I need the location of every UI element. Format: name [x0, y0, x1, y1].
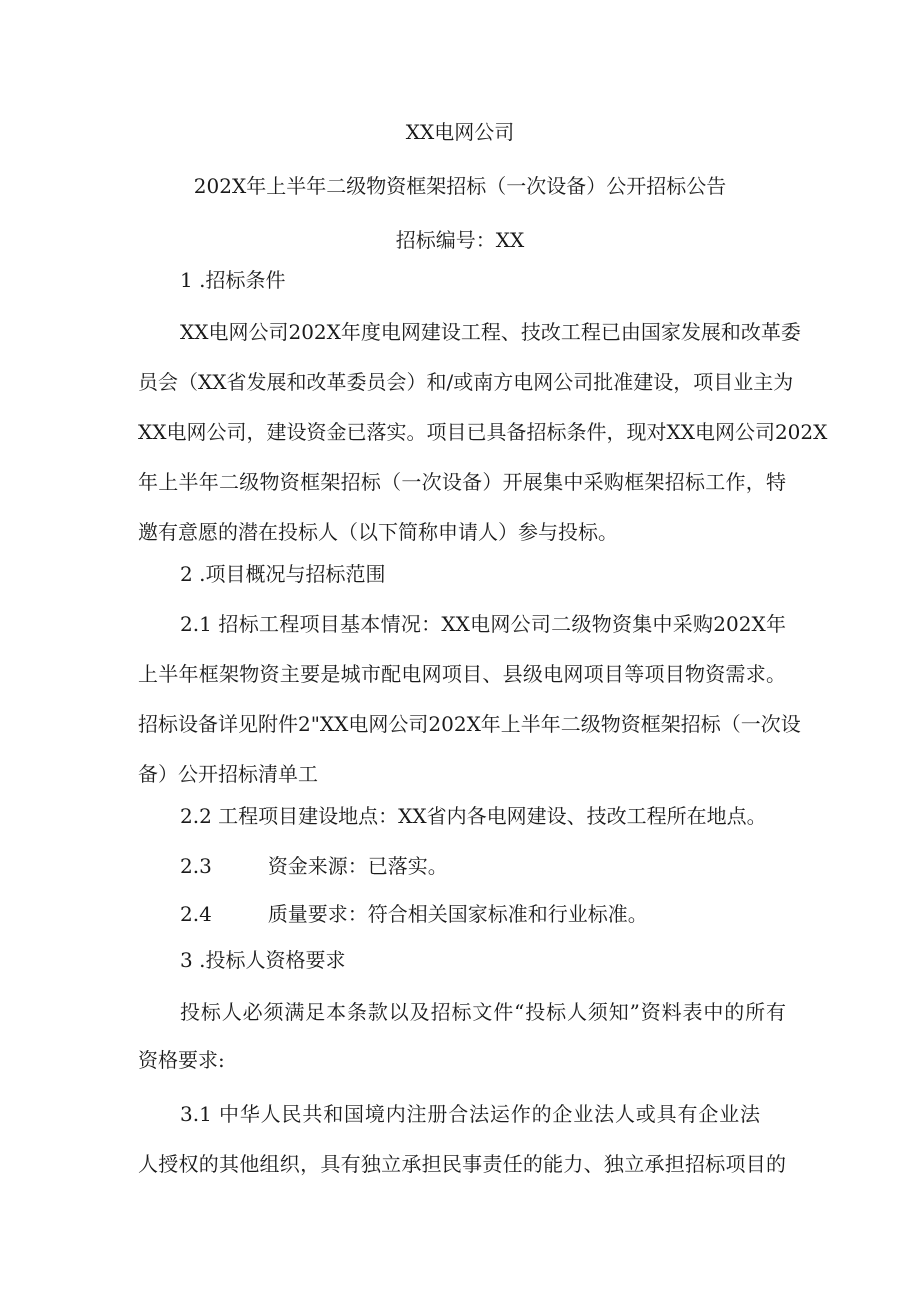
item-2-1-line: 备）公开招标清单工: [138, 762, 318, 786]
announcement-title: 202X年上半年二级物资框架招标（一次设备）公开招标公告: [193, 174, 727, 198]
item-2-3: [180, 852, 448, 880]
section1-heading: 1 .招标条件: [180, 268, 286, 292]
section1-paragraph-line: 年上半年二级物资框架招标（一次设备）开展集中采购框架招标工作，特: [138, 470, 786, 494]
item-2-1-line: 上半年框架物资主要是城市配电网项目、县级电网项目等项目物资需求。: [138, 662, 786, 686]
item-2-3-number: 2.3: [180, 854, 212, 878]
item-2-4-text: 质量要求：符合相关国家标准和行业标准。: [267, 902, 648, 926]
org-title: XX电网公司: [405, 120, 515, 144]
item-3-1-line: 人授权的其他组织，具有独立承担民事责任的能力、独立承担招标项目的: [138, 1152, 786, 1176]
section1-paragraph-line: 员会（XX省发展和改革委员会）和/或南方电网公司批准建设，项目业主为: [138, 370, 794, 394]
section1-paragraph-line: XX电网公司，建设资金已落实。项目已具备招标条件，现对XX电网公司202X: [138, 420, 828, 444]
section3-paragraph-line: 投标人必须满足本条款以及招标文件“投标人须知”资料表中的所有: [180, 1000, 786, 1024]
item-2-4: [180, 900, 648, 928]
item-3-1-line: 3.1 中华人民共和国境内注册合法运作的企业法人或具有企业法: [180, 1102, 760, 1126]
section3-heading: 3 .投标人资格要求: [180, 948, 346, 972]
section2-heading: 2 .项目概况与招标范围: [180, 562, 386, 586]
section3-paragraph-line: 资格要求:: [138, 1048, 225, 1072]
item-2-4-number: 2.4: [180, 902, 212, 926]
item-2-1-line: 招标设备详见附件2"XX电网公司202X年上半年二级物资框架招标（一次设: [138, 712, 801, 736]
section1-paragraph-line: XX电网公司202X年度电网建设工程、技改工程已由国家发展和改革委: [180, 320, 801, 344]
item-2-3-text: 资金来源：已落实。: [267, 854, 448, 878]
item-2-2: 2.2 工程项目建设地点：XX省内各电网建设、技改工程所在地点。: [180, 804, 767, 828]
tender-number: 招标编号：XX: [395, 228, 525, 252]
section1-paragraph-line: 邀有意愿的潜在投标人（以下简称申请人）参与投标。: [138, 520, 618, 544]
item-2-1-line: 2.1 招标工程项目基本情况：XX电网公司二级物资集中采购202X年: [180, 612, 786, 636]
